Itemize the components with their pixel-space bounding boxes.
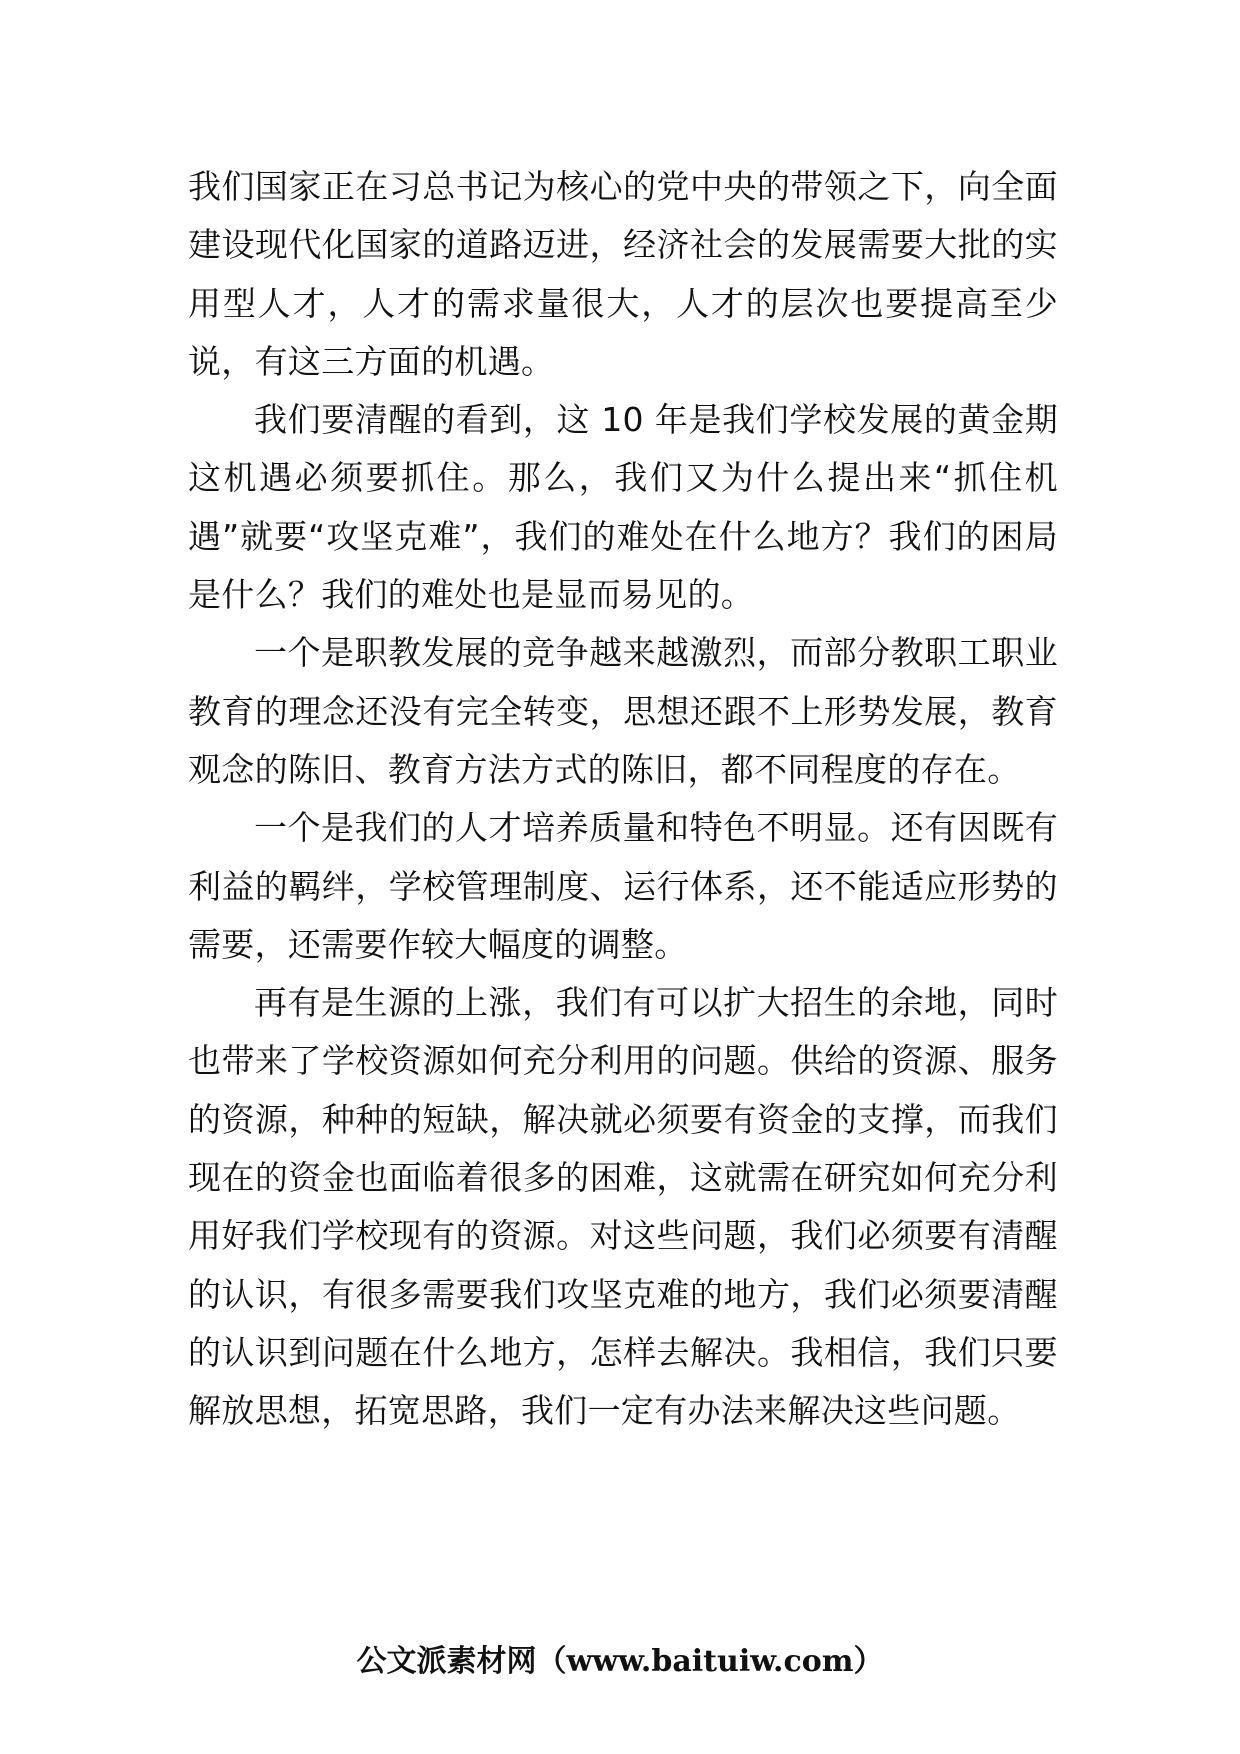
footer-watermark: 公文派素材网（www.baituiw.com） (356, 1644, 884, 1679)
paragraph-3: 一个是职教发展的竞争越来越激烈，而部分教职工职业教育的理念还没有完全转变，思想还跟不上形势发展，教育观念的陈旧、教育方法方式的陈旧，都不同程度的存在。 (188, 633, 1058, 789)
paragraph-2: 我们要清醒的看到，这 10 年是我们学校发展的黄金期这机遇必须要抓住。那么，我们又为什么提出来“抓住机遇”就要“攻坚克难”，我们的难处在什么地方？我们的困局是什么？我们的难处也是显而易见的。 (188, 400, 1058, 615)
paragraph-4: 一个是我们的人才培养质量和特色不明显。还有因既有利益的羁绊，学校管理制度、运行体系，还不能适应形势的需要，还需要作较大幅度的调整。 (188, 808, 1058, 964)
document-body (188, 158, 1058, 1441)
paragraph-1: 我们国家正在习总书记为核心的党中央的带领之下，向全面建设现代化国家的道路迈进，经济社会的发展需要大批的实用型人才，人才的需求量很大，人才的层次也要提高至少说，有这三方面的机遇。 (188, 167, 1058, 381)
paragraph-5: 再有是生源的上涨，我们有可以扩大招生的余地，同时也带来了学校资源如何充分利用的问题。供给的资源、服务的资源，种种的短缺，解决就必须要有资金的支撑，而我们现在的资金也面临着很多的困难，这就需在研究如何充分利用好我们学校现有的资源。对这些问题，我们必须要有清醒的认识，有很多需要我们攻坚克难的地方，我们必须要清醒的认识到问题在什么地方，怎样去解决。我相信，我们只要解放思想，拓宽思路，我们一定有办法来解决这些问题。 (188, 983, 1058, 1431)
